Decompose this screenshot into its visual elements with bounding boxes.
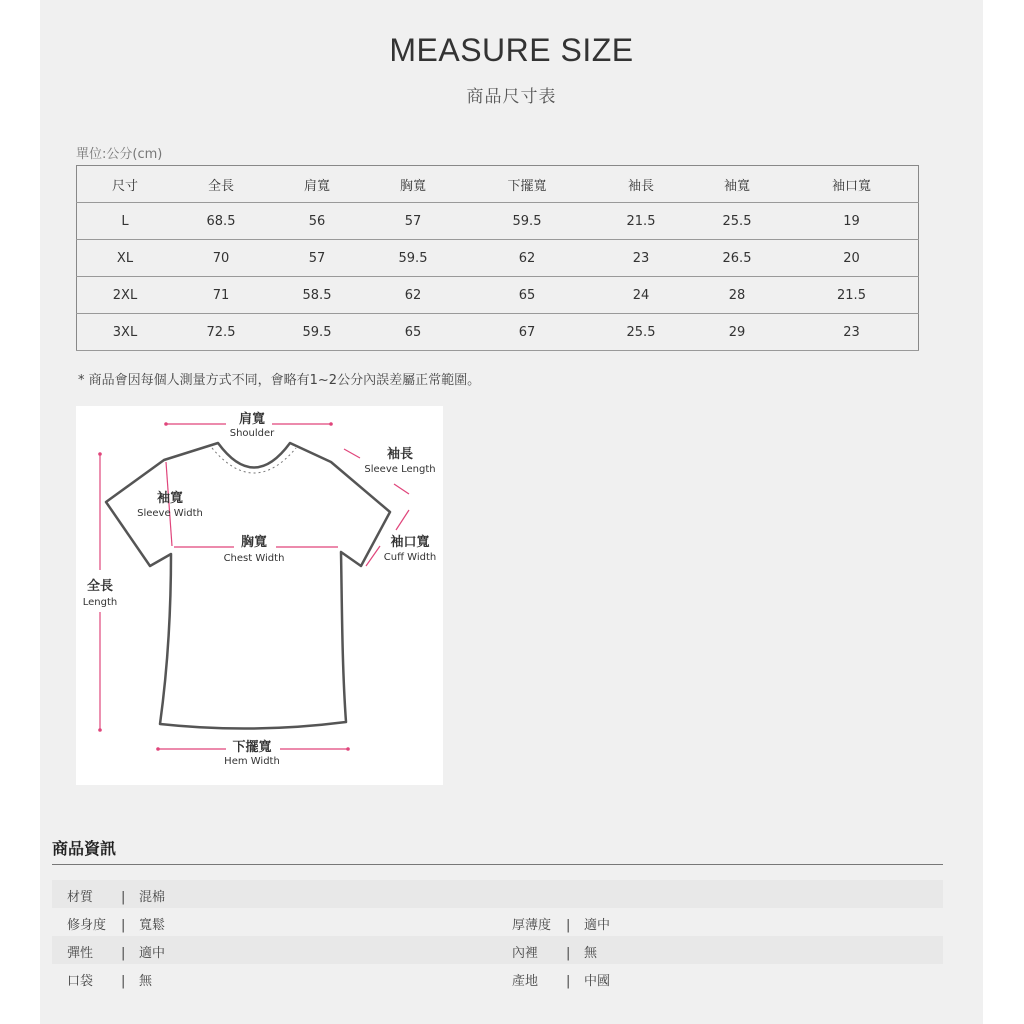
table-cell: 70 — [173, 240, 269, 277]
page-subtitle: 商品尺寸表 — [466, 87, 557, 107]
info-row — [52, 936, 943, 964]
info-label: 彈性 — [67, 946, 94, 961]
info-separator: | — [566, 918, 571, 933]
table-cell: 58.5 — [269, 277, 365, 314]
table-cell: 23 — [593, 240, 689, 277]
sleeve-length-label-zh: 袖長 — [386, 447, 414, 462]
column-header: 袖長 — [593, 166, 689, 203]
page-title: MEASURE SIZE — [389, 32, 634, 68]
hem-width-label-en: Hem Width — [224, 756, 280, 767]
info-label: 口袋 — [67, 974, 94, 989]
table-row — [77, 203, 919, 240]
table-cell: 2XL — [77, 277, 174, 314]
product-info-title: 商品資訊 — [52, 839, 117, 858]
length-label-en: Length — [82, 597, 118, 608]
table-row — [77, 314, 919, 351]
column-header: 袖寬 — [689, 166, 785, 203]
info-cell — [512, 914, 610, 933]
table-cell: XL — [77, 240, 174, 277]
column-header: 胸寬 — [365, 166, 461, 203]
table-cell: 62 — [461, 240, 593, 277]
info-cell — [67, 886, 165, 905]
info-value: 混棉 — [139, 890, 166, 905]
info-value: 無 — [139, 974, 153, 989]
info-row — [52, 964, 943, 992]
length-label-zh: 全長 — [86, 579, 114, 594]
table-cell: 23 — [785, 314, 919, 351]
table-row — [77, 240, 919, 277]
info-separator: | — [566, 974, 571, 989]
chest-width-label-en: Chest Width — [223, 553, 285, 564]
info-label: 產地 — [512, 974, 539, 989]
shoulder-label-zh: 肩寬 — [238, 412, 266, 427]
table-cell: 57 — [365, 203, 461, 240]
column-header: 尺寸 — [77, 166, 174, 203]
info-cell — [67, 942, 165, 961]
table-cell: 25.5 — [593, 314, 689, 351]
tshirt-outline — [106, 443, 390, 729]
info-label: 修身度 — [67, 918, 107, 933]
product-info-divider — [52, 864, 943, 865]
info-value: 適中 — [584, 918, 611, 933]
table-cell: 20 — [785, 240, 919, 277]
table-row — [77, 277, 919, 314]
column-header: 肩寬 — [269, 166, 365, 203]
chest-width-label-zh: 胸寬 — [240, 535, 268, 550]
table-cell: 65 — [461, 277, 593, 314]
info-separator: | — [566, 946, 571, 961]
table-cell: 21.5 — [593, 203, 689, 240]
measurement-note: * 商品會因每個人測量方式不同，會略有1~2公分內誤差屬正常範圍。 — [78, 373, 481, 388]
info-row — [52, 908, 943, 936]
info-separator: | — [121, 918, 126, 933]
info-separator: | — [121, 946, 126, 961]
table-cell: 59.5 — [365, 240, 461, 277]
info-separator: | — [121, 974, 126, 989]
column-header: 袖口寬 — [785, 166, 919, 203]
size-table — [76, 165, 919, 351]
table-cell: 26.5 — [689, 240, 785, 277]
table-cell: 3XL — [77, 314, 174, 351]
table-cell: 71 — [173, 277, 269, 314]
info-cell — [512, 942, 597, 961]
sleeve-length-label-en: Sleeve Length — [364, 464, 436, 475]
size-panel — [40, 0, 983, 1024]
shoulder-label-en: Shoulder — [229, 428, 275, 439]
info-value: 寬鬆 — [139, 918, 166, 933]
hem-width-label-zh: 下擺寬 — [232, 740, 272, 755]
info-row — [52, 880, 943, 908]
table-cell: L — [77, 203, 174, 240]
table-cell: 28 — [689, 277, 785, 314]
info-cell — [512, 970, 610, 989]
table-cell: 62 — [365, 277, 461, 314]
column-header: 全長 — [173, 166, 269, 203]
info-value: 中國 — [584, 974, 611, 989]
table-cell: 19 — [785, 203, 919, 240]
info-cell — [67, 914, 165, 933]
table-cell: 24 — [593, 277, 689, 314]
table-cell: 72.5 — [173, 314, 269, 351]
table-cell: 59.5 — [269, 314, 365, 351]
unit-label: 單位:公分(cm) — [76, 147, 163, 162]
info-label: 材質 — [67, 890, 94, 905]
column-header: 下擺寬 — [461, 166, 593, 203]
info-value: 適中 — [139, 946, 166, 961]
info-separator: | — [121, 890, 126, 905]
info-label: 厚薄度 — [512, 918, 552, 933]
cuff-width-label-zh: 袖口寬 — [390, 535, 430, 550]
sleeve-width-label-en: Sleeve Width — [137, 508, 203, 519]
table-cell: 59.5 — [461, 203, 593, 240]
info-value: 無 — [584, 946, 598, 961]
table-cell: 68.5 — [173, 203, 269, 240]
table-cell: 25.5 — [689, 203, 785, 240]
table-cell: 57 — [269, 240, 365, 277]
table-header-row — [77, 166, 919, 203]
sleeve-width-label-zh: 袖寬 — [156, 491, 184, 506]
table-cell: 29 — [689, 314, 785, 351]
table-cell: 65 — [365, 314, 461, 351]
cuff-width-arrow-top — [396, 510, 409, 530]
info-cell — [67, 970, 152, 989]
sleeve-length-arrow-bottom — [394, 484, 409, 494]
table-cell: 67 — [461, 314, 593, 351]
table-cell: 56 — [269, 203, 365, 240]
info-label: 內裡 — [512, 946, 539, 961]
table-cell: 21.5 — [785, 277, 919, 314]
cuff-width-label-en: Cuff Width — [383, 552, 437, 563]
sleeve-length-arrow-top — [344, 449, 360, 458]
tshirt-measure-diagram — [76, 406, 443, 785]
